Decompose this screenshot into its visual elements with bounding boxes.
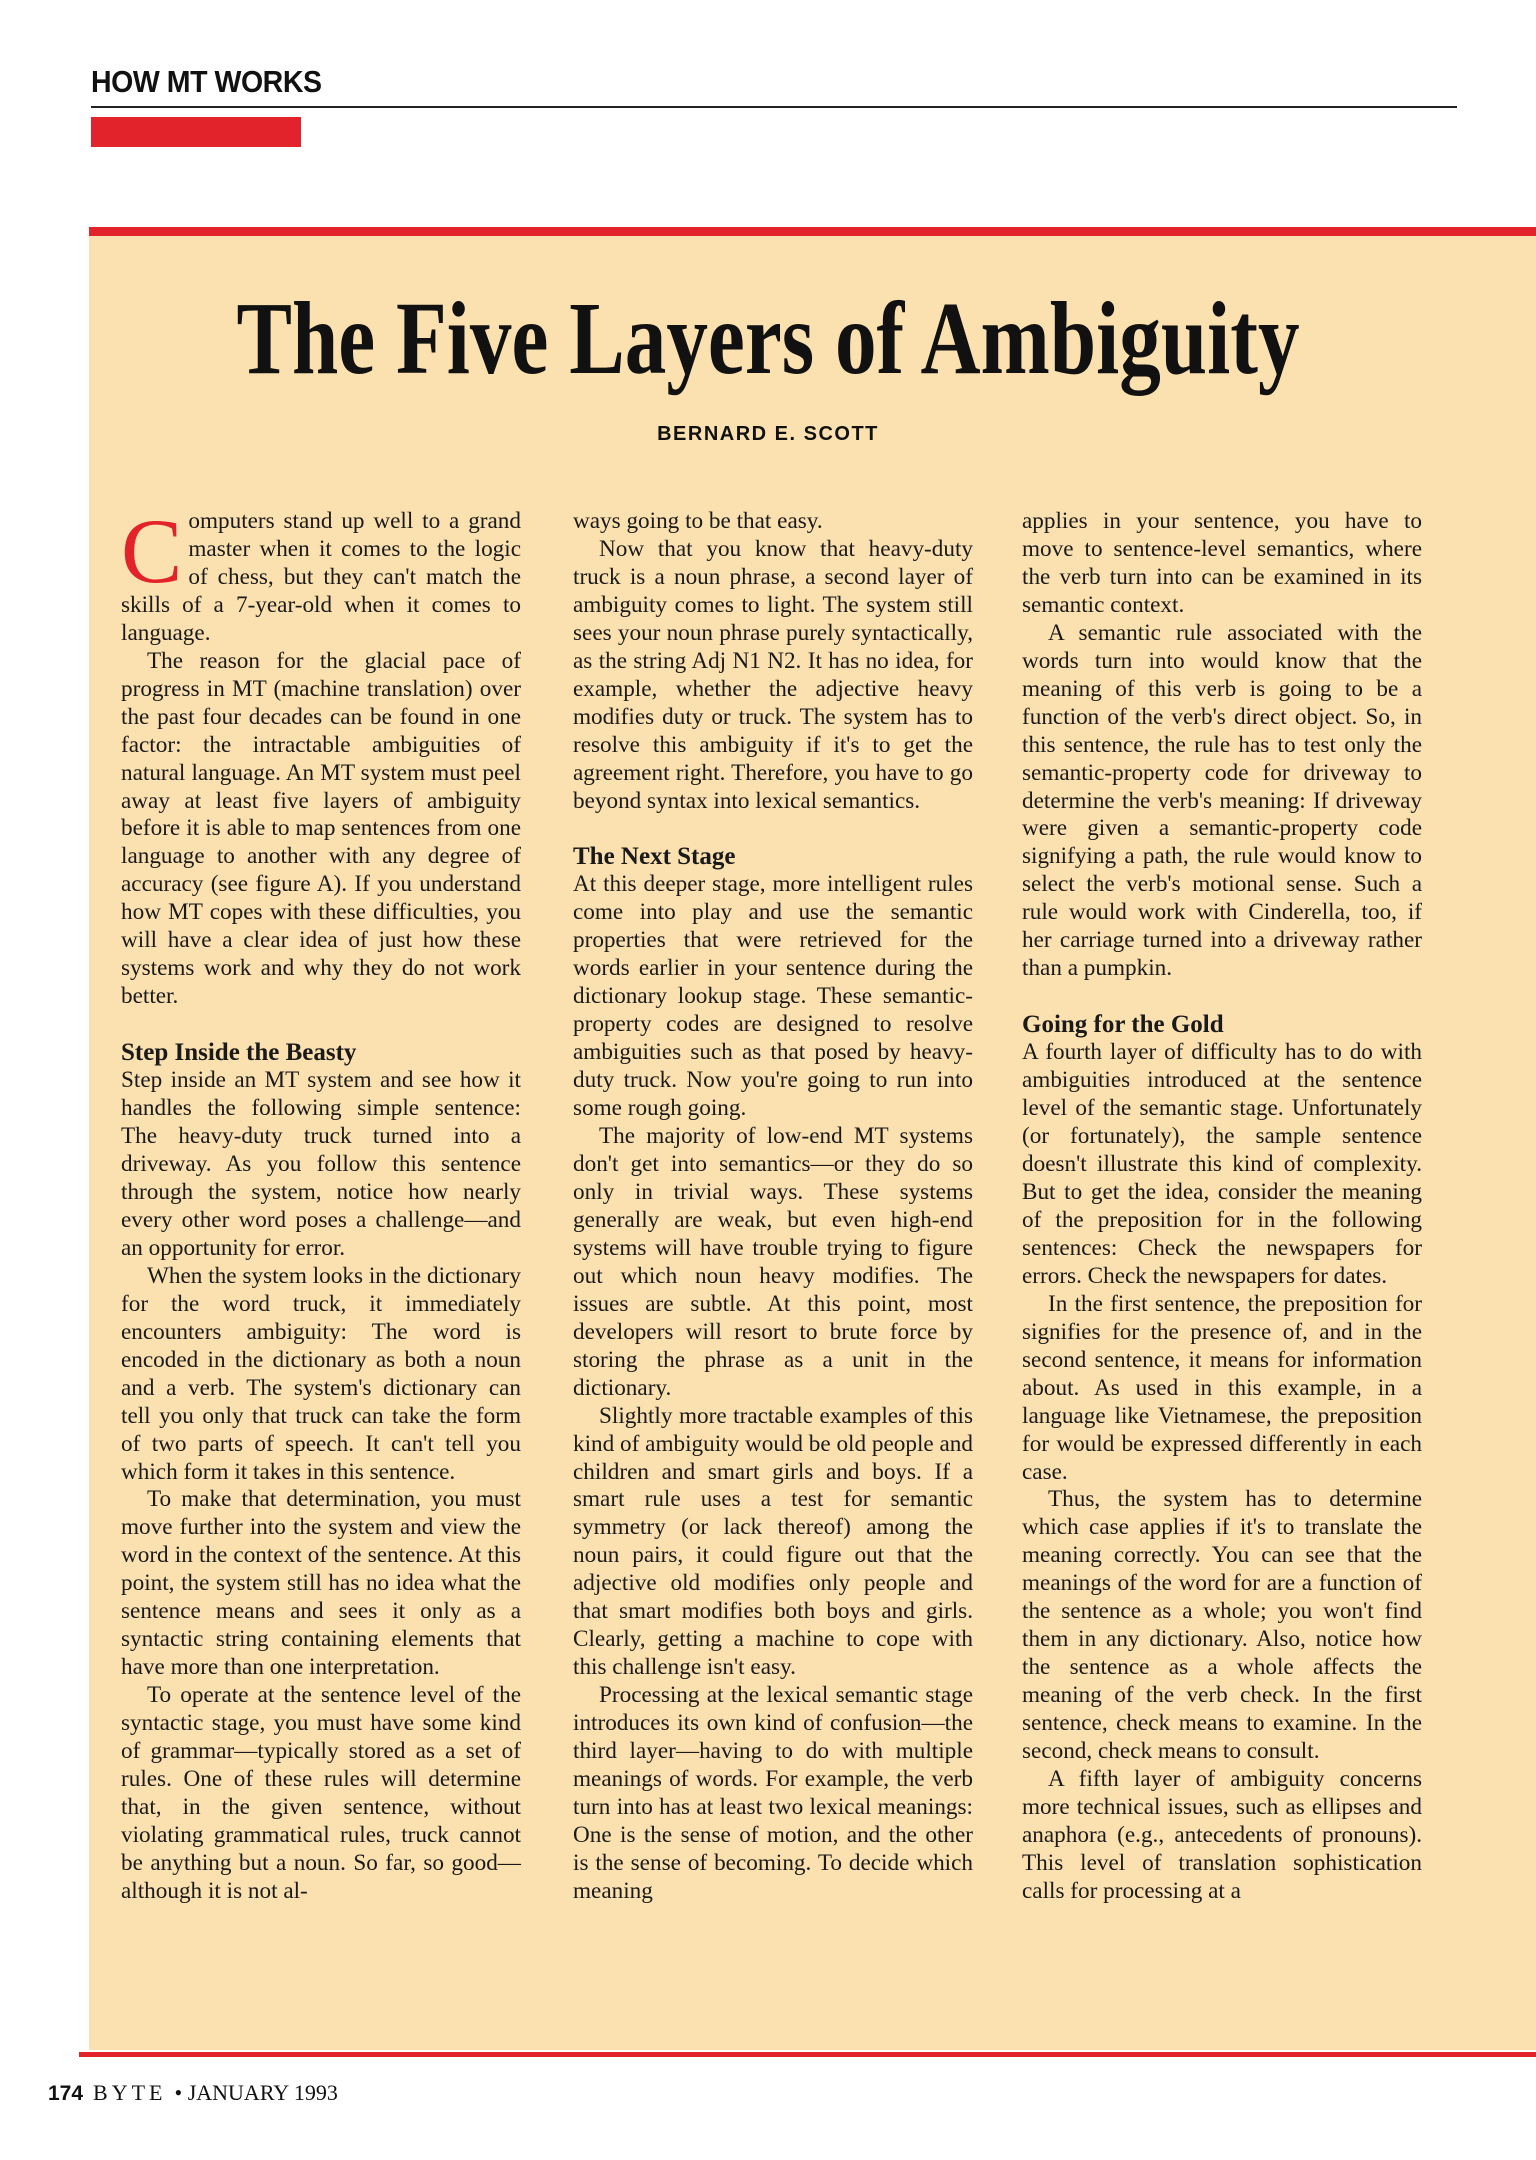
drop-cap: C — [121, 500, 183, 602]
column-3 — [1022, 508, 1422, 1906]
paragraph: A fourth layer of difficulty has to do with ambiguities introduced at the sentence level of the semantic stage. Unfortunately (or fortunately), the sample sentence doesn't illustrate this kind of complexity. But to get the idea, consider the meaning of the preposition for in the following sentences: Check the newspapers for errors. Check the newspapers for dates. — [1022, 1039, 1422, 1289]
page-number: 174 — [48, 2082, 84, 2105]
header-accent-bar — [91, 117, 301, 147]
subheading: Going for the Gold — [1022, 1011, 1224, 1039]
paragraph: applies in your sentence, you have to move to sentence-level semantics, where the verb turn into can be examined in its semantic context. — [1022, 508, 1422, 618]
subheading: The Next Stage — [573, 843, 736, 871]
issue-date: JANUARY 1993 — [187, 2080, 338, 2105]
paragraph: At this deeper stage, more intelligent rules come into play and use the semantic properties that were retrieved for the words earlier in your sentence during the dictionary lookup stage. These semantic-property codes are designed to resolve ambiguities such as that posed by heavy-duty truck. Now you're going to run into some rough going. — [573, 871, 973, 1122]
paragraph: The reason for the glacial pace of progress in MT (machine translation) over the past four decades can be found in one factor: the intractable ambiguities of natural language. An MT system must peel away at least five layers of ambiguity before it is able to map sentences from one language to another with any degree of accuracy (see figure A). If you understand how MT copes with these difficulties, you will have a clear idea of just how these systems work and why they do not work better. — [121, 647, 521, 1010]
paragraph: Step inside an MT system and see how it handles the following simple sentence: The heavy-duty truck turned into a driveway. As you follow this sentence through the system, notice how nearly every other word poses a challenge—and an opportunity for error. — [121, 1067, 521, 1261]
sidebar-top-rule — [89, 227, 1536, 236]
footer-separator: • — [174, 2080, 183, 2105]
column-2 — [573, 508, 973, 1906]
paragraph: ways going to be that easy. — [573, 508, 823, 534]
paragraph: A semantic rule associated with the words turn into would know that the meaning of this verb is going to be a function of the verb's direct object. So, in this sentence, the rule has to test only the semantic-property code for driveway to determine the verb's meaning: If driveway were given a semantic-property code signifying a path, the rule would know to select the verb's motional sense. Such a rule would work with Cinderella, too, if her carriage turned into a driveway rather than a pumpkin. — [1022, 619, 1422, 982]
paragraph: To make that determination, you must move further into the system and view the word in the context of the sentence. At this point, the system still has no idea what the sentence means and sees it only as a syntactic string containing elements that have more than one interpretation. — [121, 1486, 521, 1681]
sidebar-bottom-rule — [79, 2052, 1536, 2057]
subheading: Step Inside the Beasty — [121, 1039, 357, 1067]
paragraph: Now that you know that heavy-duty truck is a noun phrase, a second layer of ambiguity comes to light. The system still sees your noun phrase purely syntactically, as the string Adj N1 N2. It has no idea, for example, whether the adjective heavy modifies duty or truck. The system has to resolve this ambiguity if it's to get the agreement right. Therefore, you have to go beyond syntax into lexical semantics. — [573, 535, 973, 814]
article-author: BERNARD E. SCOTT — [657, 423, 879, 445]
page-footer — [48, 2080, 338, 2106]
paragraph: Thus, the system has to determine which case applies if it's to translate the meaning correctly. You can see that the meanings of the word for are a function of the sentence as a whole; you won't find them in any dictionary. Also, notice how the sentence as a whole affects the meaning of the verb check. In the first sentence, check means to examine. In the second, check means to consult. — [1022, 1486, 1422, 1765]
header-rule — [91, 106, 1457, 108]
section-label: HOW MT WORKS — [91, 64, 322, 99]
paragraph: Computers stand up well to a grand master when it comes to the logic of chess, but they can't match the skills of a 7-year-old when it comes to language. — [121, 500, 521, 646]
paragraph: Slightly more tractable examples of this kind of ambiguity would be old people and children and smart girls and boys. If a smart rule uses a test for semantic symmetry (or lack thereof) among the noun pairs, it could figure out that the adjective old modifies only people and that smart modifies both boys and girls. Clearly, getting a machine to cope with this challenge isn't easy. — [573, 1402, 973, 1681]
paragraph: The majority of low-end MT systems don't get into semantics—or they do so only in trivial ways. These systems generally are weak, but even high-end systems will have trouble trying to figure out which noun heavy modifies. The issues are subtle. At this point, most developers will resort to brute force by storing the phrase as a unit in the dictionary. — [573, 1123, 973, 1401]
paragraph: Processing at the lexical semantic stage introduces its own kind of confusion—the third layer—having to do with multiple meanings of words. For example, the verb turn into has at least two lexical meanings: One is the sense of motion, and the other is the sense of becoming. To decide which meaning — [573, 1682, 973, 1904]
column-1 — [121, 500, 521, 1906]
paragraph: In the first sentence, the preposition for signifies for the presence of, and in the second sentence, it means for information about. As used in this example, in a language like Vietnamese, the preposition for would be expressed differently in each case. — [1022, 1290, 1422, 1485]
paragraph: A fifth layer of ambiguity concerns more technical issues, such as ellipses and anaphora (e.g., antecedents of pronouns). This level of translation sophistication calls for processing at a — [1022, 1765, 1422, 1904]
magazine-name: BYTE — [93, 2080, 167, 2105]
paragraph: To operate at the sentence level of the syntactic stage, you must have some kind of grammar—typically stored as a set of rules. One of these rules will determine that, in the given sentence, without violating grammatical rules, truck cannot be anything but a noun. So far, so good—although it is not al- — [121, 1682, 521, 1904]
paragraph: When the system looks in the dictionary for the word truck, it immediately encounters ambiguity: The word is encoded in the dictionary as both a noun and a verb. The system's dictionary can tell you only that truck can take the form of two parts of speech. It can't tell you which form it takes in this sentence. — [121, 1262, 521, 1485]
article-title: The Five Layers of Ambiguity — [236, 281, 1300, 396]
